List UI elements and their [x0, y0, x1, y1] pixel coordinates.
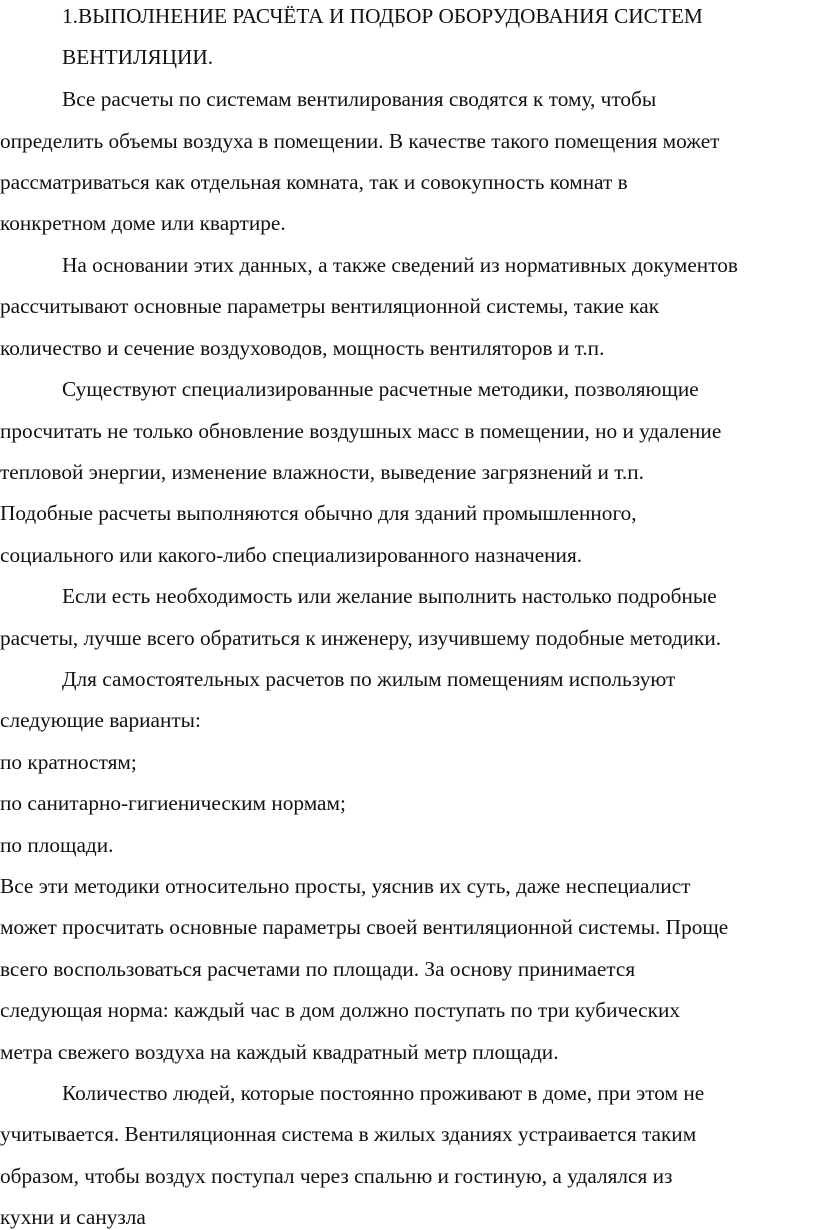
paragraph-line: Все эти методики относительно просты, уяснив их суть, даже неспециалист — [0, 874, 691, 898]
paragraph-line: конкретном доме или квартире. — [0, 211, 286, 235]
paragraph-line: Количество людей, которые постоянно проживают в доме, при этом не — [62, 1081, 705, 1105]
list-item: по санитарно-гигиеническим нормам; — [0, 791, 346, 815]
paragraph-line: Подобные расчеты выполняются обычно для зданий промышленного, — [0, 501, 637, 525]
paragraph-line: Если есть необходимость или желание выполнить настолько подробные — [62, 584, 717, 608]
paragraph-line: количество и сечение воздуховодов, мощность вентиляторов и т.п. — [0, 336, 605, 360]
paragraph-line: может просчитать основные параметры своей вентиляционной системы. Проще — [0, 915, 729, 939]
paragraph-line: На основании этих данных, а также сведений из нормативных документов — [62, 253, 738, 277]
list-item: по кратностям; — [0, 750, 137, 774]
paragraph-line: всего воспользоваться расчетами по площади. За основу принимается — [0, 957, 636, 981]
paragraph-line: Существуют специализированные расчетные методики, позволяющие — [62, 377, 699, 401]
paragraph-line: рассматриваться как отдельная комната, так и совокупность комнат в — [0, 170, 628, 194]
paragraph-line: образом, чтобы воздух поступал через спальню и гостиную, а удалялся из — [0, 1164, 673, 1188]
paragraph-line: метра свежего воздуха на каждый квадратный метр площади. — [0, 1040, 559, 1064]
paragraph-line: тепловой энергии, изменение влажности, выведение загрязнений и т.п. — [0, 460, 644, 484]
paragraph-line: Для самостоятельных расчетов по жилым помещениям используют — [62, 667, 676, 691]
paragraph-line: рассчитывают основные параметры вентиляционной системы, такие как — [0, 294, 660, 318]
paragraph-line: социального или какого-либо специализированного назначения. — [0, 543, 583, 567]
paragraph-line: определить объемы воздуха в помещении. В качестве такого помещения может — [0, 129, 720, 153]
paragraph-line: Все расчеты по системам вентилирования сводятся к тому, чтобы — [62, 87, 657, 111]
paragraph-line: следующие варианты: — [0, 708, 201, 732]
paragraph-line: расчеты, лучше всего обратиться к инженеру, изучившему подобные методики. — [0, 626, 722, 650]
paragraph-line: просчитать не только обновление воздушных масс в помещении, но и удаление — [0, 419, 722, 443]
paragraph-line: кухни и санузла — [0, 1205, 146, 1229]
heading-line: 1.ВЫПОЛНЕНИЕ РАСЧЁТА И ПОДБОР ОБОРУДОВАНИЯ СИСТЕМ — [62, 4, 703, 28]
list-item: по площади. — [0, 833, 114, 857]
heading-line: ВЕНТИЛЯЦИИ. — [62, 45, 214, 69]
paragraph-line: следующая норма: каждый час в дом должно поступать по три кубических — [0, 998, 681, 1022]
paragraph-line: учитывается. Вентиляционная система в жилых зданиях устраивается таким — [0, 1122, 697, 1146]
